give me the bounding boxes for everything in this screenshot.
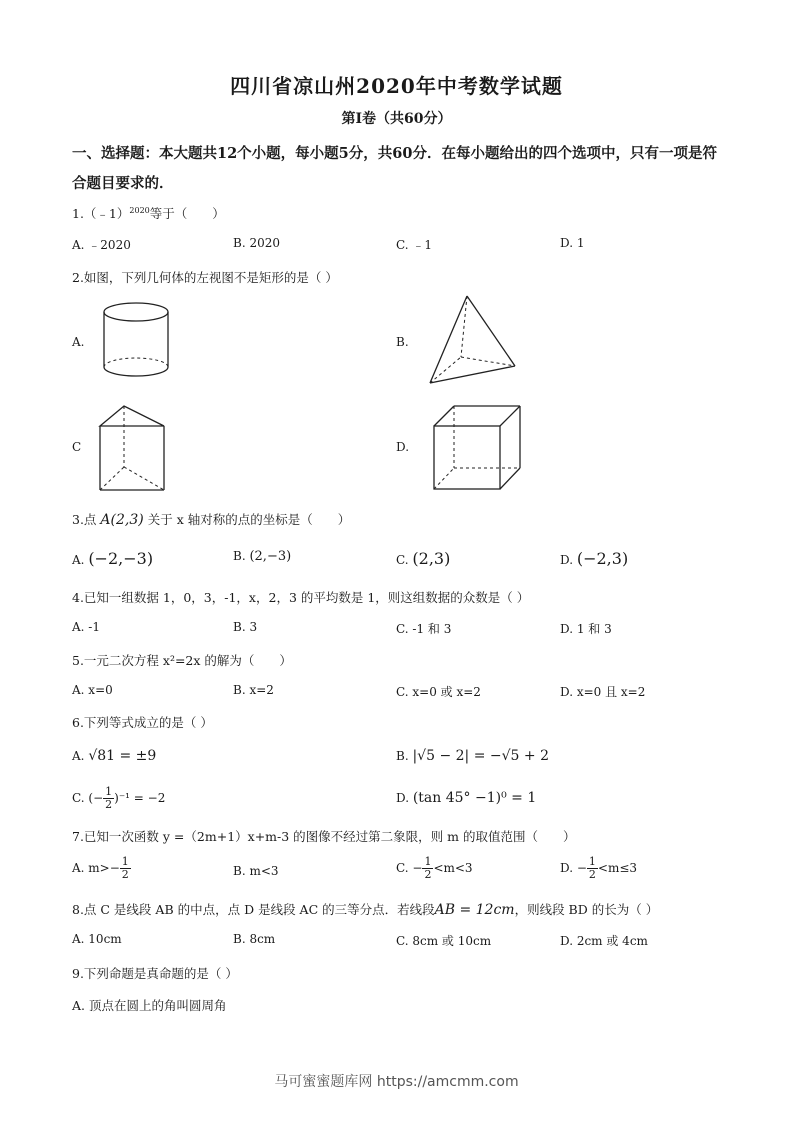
q6-option-c-label: C. bbox=[72, 791, 85, 805]
q3-option-c bbox=[396, 549, 450, 568]
q8-option-b: B. 8cm bbox=[233, 932, 276, 946]
q8-stem-prefix: 8.点 C 是线段 AB 的中点，点 D 是线段 AC 的三等分点．若线段 bbox=[72, 902, 435, 917]
q2-option-d: D. bbox=[396, 440, 410, 454]
q7-option-c-denominator: 2 bbox=[424, 868, 432, 881]
q6-option-b-value: |√5 − 2| = −√5 + 2 bbox=[412, 748, 549, 764]
question-4-stem: 4.已知一组数据 1，0，3，-1，x，2，3 的平均数是 1，则这组数据的众数是（ ） bbox=[72, 590, 530, 605]
q2-option-b: B. bbox=[396, 335, 409, 349]
q1-option-d: D. 1 bbox=[560, 236, 585, 250]
tetrahedron-figure bbox=[425, 293, 520, 388]
question-9-stem: 9.下列命题是真命题的是（ ） bbox=[72, 966, 238, 981]
q6-option-c-open: (− bbox=[88, 791, 104, 805]
q2-option-a: A. bbox=[72, 335, 85, 349]
question-2-stem: 2.如图，下列几何体的左视图不是矩形的是（ ） bbox=[72, 270, 338, 285]
q3-option-d-label: D. bbox=[560, 553, 574, 567]
q7-option-a bbox=[72, 856, 131, 881]
q8-option-d: D. 2cm 或 4cm bbox=[560, 934, 648, 948]
q3-option-c-label: C. bbox=[396, 553, 409, 567]
q3-option-c-value: (2,3) bbox=[412, 549, 451, 568]
q3-option-d-value: (−2,3) bbox=[576, 549, 629, 568]
q6-option-a-value: √81 = ±9 bbox=[88, 748, 157, 764]
q3-option-a-label: A. bbox=[72, 553, 85, 567]
q8-stem-tail: ，则线段 BD 的长为（ ） bbox=[514, 902, 659, 917]
q6-option-b bbox=[396, 748, 549, 764]
q3-option-b bbox=[233, 549, 291, 564]
q7-option-c-prefix: C. − bbox=[396, 861, 423, 875]
q3-point: A(2,3) bbox=[100, 512, 144, 528]
q7-option-d-suffix: <m≤3 bbox=[597, 861, 638, 875]
q6-option-a bbox=[72, 748, 156, 764]
q5-option-b: B. x=2 bbox=[233, 683, 274, 697]
question-3-stem bbox=[72, 510, 350, 528]
q7-option-a-denominator: 2 bbox=[121, 868, 129, 881]
q7-option-d-fraction bbox=[587, 856, 598, 881]
q7-option-b: B. m<3 bbox=[233, 864, 279, 878]
q6-option-c-denominator: 2 bbox=[105, 798, 113, 811]
q8-length: AB = 12cm bbox=[434, 902, 515, 918]
q7-option-d-prefix: D. − bbox=[560, 861, 587, 875]
q7-option-a-numerator: 1 bbox=[121, 855, 129, 868]
q7-option-c-numerator: 1 bbox=[424, 855, 432, 868]
question-6-stem: 6.下列等式成立的是（ ） bbox=[72, 715, 213, 730]
q1-option-c: C. ﹣1 bbox=[396, 238, 433, 252]
cube-figure bbox=[430, 402, 525, 497]
q3-option-a-value: (−2,−3) bbox=[88, 549, 154, 568]
q3-option-a bbox=[72, 549, 153, 568]
q1-exponent: 2020 bbox=[129, 205, 150, 215]
q7-option-a-fraction bbox=[120, 856, 131, 881]
q6-option-a-label: A. bbox=[72, 749, 85, 763]
q4-option-a: A. -1 bbox=[72, 620, 100, 634]
q4-option-d: D. 1 和 3 bbox=[560, 622, 612, 636]
q1-option-b: B. 2020 bbox=[233, 236, 280, 250]
q2-option-c: C bbox=[72, 440, 82, 454]
q6-option-b-label: B. bbox=[396, 749, 409, 763]
q7-option-d-numerator: 1 bbox=[588, 855, 596, 868]
question-7-stem: 7.已知一次函数 y =（2m+1）x+m-3 的图像不经过第二象限，则 m 的取值范围（ ） bbox=[72, 829, 576, 844]
q3-option-b-value: (2,−3) bbox=[249, 549, 292, 564]
q7-option-d-denominator: 2 bbox=[588, 868, 596, 881]
q6-option-c-fraction bbox=[103, 786, 114, 811]
q6-option-c-close: )⁻¹ = −2 bbox=[114, 791, 166, 805]
q8-option-a: A. 10cm bbox=[72, 932, 122, 946]
q7-option-d bbox=[560, 856, 637, 881]
q5-option-a: A. x=0 bbox=[72, 683, 113, 697]
q7-option-c-fraction bbox=[422, 856, 433, 881]
q1-stem-base: 1.（﹣1） bbox=[72, 206, 130, 221]
q6-option-d-label: D. bbox=[396, 791, 410, 805]
q3-option-b-label: B. bbox=[233, 549, 246, 563]
q4-option-c: C. -1 和 3 bbox=[396, 622, 452, 636]
q1-stem-tail: 等于（ ） bbox=[149, 206, 225, 221]
q1-option-a: A. ﹣2020 bbox=[72, 238, 131, 252]
q6-option-c bbox=[72, 786, 165, 811]
page-title: 四川省凉山州2020年中考数学试题 bbox=[230, 74, 563, 98]
section-subtitle: 第Ⅰ卷（共60分） bbox=[341, 111, 452, 127]
q7-option-a-prefix: A. m>− bbox=[72, 861, 120, 875]
q3-option-d bbox=[560, 549, 628, 568]
q8-option-c: C. 8cm 或 10cm bbox=[396, 934, 492, 948]
q6-option-d-value: (tan 45° −1)⁰ = 1 bbox=[412, 790, 537, 806]
q6-option-d bbox=[396, 790, 536, 806]
question-1-stem bbox=[72, 204, 225, 222]
q9-option-a: A. 顶点在圆上的角叫圆周角 bbox=[72, 998, 227, 1013]
q7-option-c-suffix: <m<3 bbox=[433, 861, 473, 875]
section-instructions: 一、选择题：本大题共12个小题，每小题5分，共60分．在每小题给出的四个选项中，只有一项是符合题目要求的． bbox=[72, 145, 717, 192]
q3-stem-prefix: 3.点 bbox=[72, 512, 97, 527]
question-5-stem: 5.一元二次方程 x²=2x 的解为（ ） bbox=[72, 653, 292, 668]
footer-watermark: 马可蜜蜜题库网 https://amcmm.com bbox=[274, 1074, 519, 1090]
q4-option-b: B. 3 bbox=[233, 620, 258, 634]
q3-stem-tail: 关于 x 轴对称的点的坐标是（ ） bbox=[147, 512, 351, 527]
q7-option-c bbox=[396, 856, 473, 881]
q5-option-d: D. x=0 且 x=2 bbox=[560, 685, 646, 699]
question-8-stem bbox=[72, 900, 658, 918]
triangular-prism-figure bbox=[78, 402, 178, 497]
cylinder-figure bbox=[100, 300, 180, 385]
q5-option-c: C. x=0 或 x=2 bbox=[396, 685, 481, 699]
q6-option-c-numerator: 1 bbox=[105, 785, 113, 798]
